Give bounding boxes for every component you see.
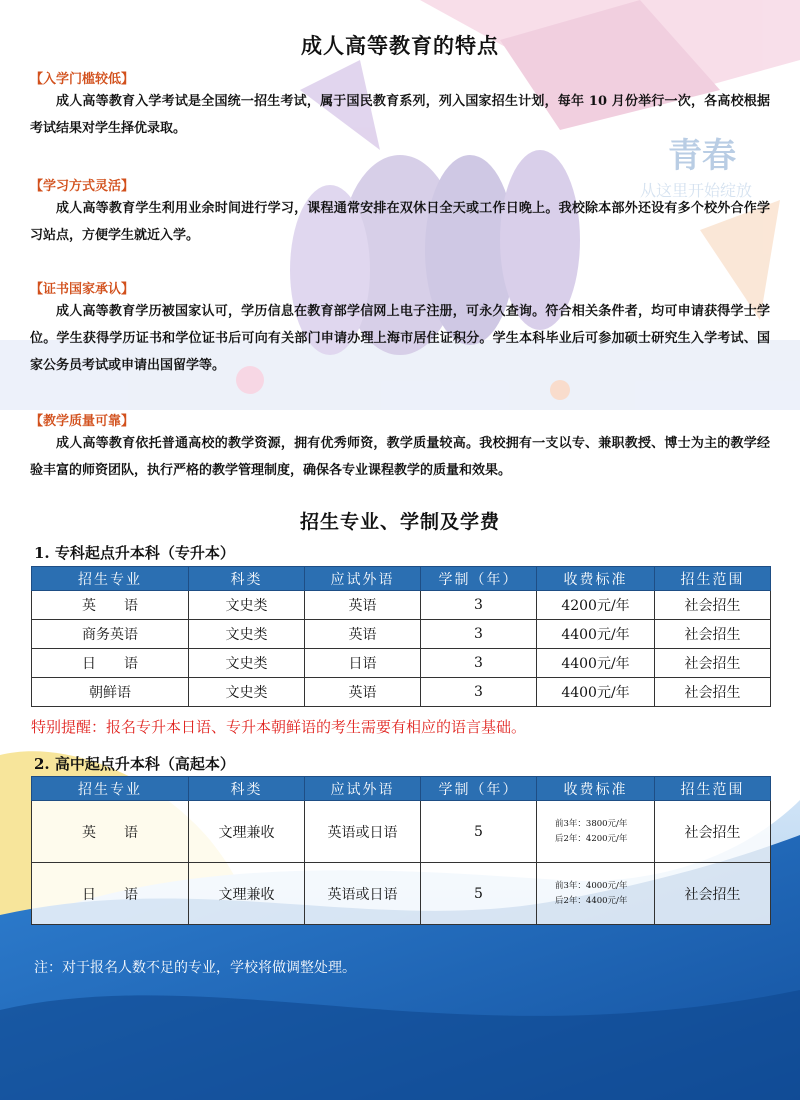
cell-fee: 4400元/年 [537,620,655,649]
cell-years: 3 [421,620,537,649]
cell-category: 文史类 [189,620,305,649]
cell-language: 英语 [305,620,421,649]
cell-language: 英语或日语 [305,863,421,925]
cell-fee: 4400元/年 [537,649,655,678]
cell-category: 文理兼收 [189,863,305,925]
cell-language: 英语或日语 [305,801,421,863]
cell-years: 3 [421,649,537,678]
section-text-flexible: 成人高等教育学生利用业余时间进行学习，课程通常安排在双休日全天或工作日晚上。我校除本部外还设有多个校外合作学习站点，方便学生就近入学。 [30,201,770,243]
cell-major: 商务英语 [32,620,189,649]
fee-last-years: 后2年：4200元/年 [555,833,628,844]
fee-first-years: 前3年：3800元/年 [555,818,628,829]
section-heading-quality: 【教学质量可靠】 [30,414,135,429]
table2-subtitle: 2. 高中起点升本科（高起本） [34,755,235,773]
cell-major: 朝鲜语 [32,678,189,707]
section-text-quality: 成人高等教育依托普通高校的教学资源，拥有优秀师资，教学质量较高。我校拥有一支以专、兼职教授、博士为主的教学经验丰富的师资团队，执行严格的教学管理制度，确保各专业课程教学的质量和效果。 [30,436,770,478]
cell-scope: 社会招生 [655,649,771,678]
cell-scope: 社会招生 [655,801,771,863]
section-text-certificate: 成人高等教育学历被国家认可，学历信息在教育部学信网上电子注册，可永久查询。符合相关条件者，均可申请获得学士学位。学生获得学历证书和学位证书后可向有关部门申请办理上海市居住证积分。学生本科毕业后可参加硕士研究生入学考试、国家公务员考试或申请出国留学等。 [30,304,770,373]
cell-major: 日 语 [32,649,189,678]
cell-scope: 社会招生 [655,620,771,649]
cell-years: 3 [421,591,537,620]
column-header-category: 科类 [189,567,305,591]
cell-scope: 社会招生 [655,591,771,620]
column-header-scope: 招生范围 [655,567,771,591]
cell-language: 日语 [305,649,421,678]
column-header-language: 应试外语 [305,567,421,591]
section-heading-admission: 【入学门槛较低】 [30,72,135,87]
page-title: 成人高等教育的特点 [301,33,499,58]
table2-header-row [32,777,771,801]
cell-years: 5 [421,863,537,925]
cell-fee [537,801,655,863]
cell-category: 文史类 [189,591,305,620]
column-header-scope: 招生范围 [655,777,771,801]
cell-language: 英语 [305,678,421,707]
special-reminder: 特别提醒：报名专升本日语、专升本朝鲜语的考生需要有相应的语言基础。 [31,718,527,736]
watermark-slogan: 从这里开始绽放 [640,181,753,200]
column-header-years: 学制（年） [421,777,537,801]
table1-header-row [32,567,771,591]
cell-scope: 社会招生 [655,678,771,707]
section-heading-certificate: 【证书国家承认】 [30,282,135,297]
cell-category: 文史类 [189,678,305,707]
column-header-major: 招生专业 [32,777,189,801]
cell-language: 英语 [305,591,421,620]
cell-major: 英 语 [32,591,189,620]
cell-fee: 4400元/年 [537,678,655,707]
table-gaoqiben [31,776,771,925]
cell-fee: 4200元/年 [537,591,655,620]
table1-subtitle: 1. 专科起点升本科（专升本） [34,544,235,562]
column-header-fee: 收费标准 [537,777,655,801]
column-header-major: 招生专业 [32,567,189,591]
table-row [32,678,771,707]
cell-major: 日 语 [32,863,189,925]
column-header-years: 学制（年） [421,567,537,591]
cell-scope: 社会招生 [655,863,771,925]
cell-years: 3 [421,678,537,707]
watermark-youth: 青春 [668,136,736,176]
section-heading-flexible: 【学习方式灵活】 [30,179,135,194]
fee-first-years: 前3年：4000元/年 [555,880,628,891]
cell-major: 英 语 [32,801,189,863]
column-header-category: 科类 [189,777,305,801]
table-zhuanshengben [31,566,771,707]
cell-category: 文理兼收 [189,801,305,863]
footnote: 注：对于报名人数不足的专业，学校将做调整处理。 [34,960,356,976]
majors-title: 招生专业、学制及学费 [299,511,500,533]
table-row [32,649,771,678]
table-row [32,801,771,863]
cell-category: 文史类 [189,649,305,678]
column-header-fee: 收费标准 [537,567,655,591]
column-header-language: 应试外语 [305,777,421,801]
table-row [32,863,771,925]
cell-years: 5 [421,801,537,863]
fee-last-years: 后2年：4400元/年 [555,895,628,906]
table-row [32,591,771,620]
cell-fee [537,863,655,925]
table-row [32,620,771,649]
section-text-admission: 成人高等教育入学考试是全国统一招生考试，属于国民教育系列，列入国家招生计划，每年 10 月份举行一次，各高校根据考试结果对学生择优录取。 [30,94,770,136]
